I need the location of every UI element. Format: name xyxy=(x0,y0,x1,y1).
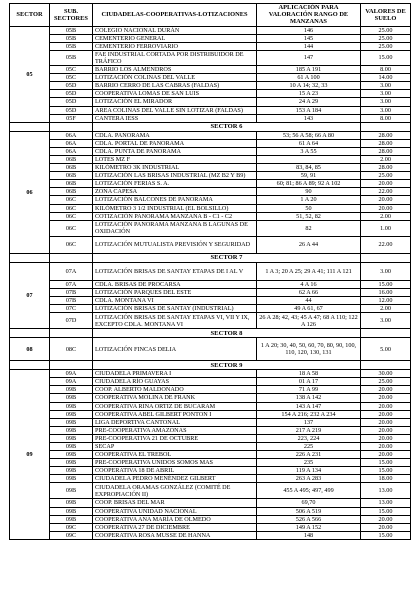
aplicacion-cell: 235 xyxy=(257,459,361,467)
subsector-cell: 09B xyxy=(50,467,93,475)
aplicacion-cell: 26 A 44 xyxy=(257,236,361,253)
subsector-cell: 09B xyxy=(50,394,93,402)
aplicacion-cell: 144 xyxy=(257,42,361,50)
ciudadela-name-cell: CDLA. PUNTA DE PANORAMA xyxy=(93,147,257,155)
table-row xyxy=(10,212,411,220)
valor-suelo-cell: 25.00 xyxy=(361,172,411,180)
aplicacion-cell: 62 A 66 xyxy=(257,288,361,296)
subsector-cell: 05B xyxy=(50,26,93,34)
valor-suelo-cell: 20.00 xyxy=(361,515,411,523)
table-row xyxy=(10,262,411,280)
aplicacion-cell: 61 A 100 xyxy=(257,74,361,82)
aplicacion-cell: 119 A 134 xyxy=(257,467,361,475)
sector-cell: 07 xyxy=(10,262,50,328)
sector-header-title: SECTOR 9 xyxy=(93,361,361,370)
header-aplicacion: APLICACIÓN PARA VALORACIÓN RANGO DE MANZANAS xyxy=(257,4,361,27)
ciudadela-name-cell: BARRIO LOS ALMENDROS xyxy=(93,66,257,74)
sector-header-blank xyxy=(361,361,411,370)
ciudadela-name-cell: LIGA DEPORTIVA CANTONAL xyxy=(93,418,257,426)
ciudadela-name-cell: CDLA. PORTAL DE PANORAMA xyxy=(93,139,257,147)
valor-suelo-cell: 3.00 xyxy=(361,82,411,90)
ciudadela-name-cell: BARRIO CERRO DE LAS CABRAS (FALDAS) xyxy=(93,82,257,90)
table-row xyxy=(10,188,411,196)
valor-suelo-cell: 18.00 xyxy=(361,475,411,483)
subsector-cell: 05B xyxy=(50,50,93,65)
ciudadela-name-cell: LOTIZACIÓN BRISAS DE SANTAY ETAPAS DE I AL V xyxy=(93,262,257,280)
subsector-cell: 09C xyxy=(50,531,93,539)
ciudadela-name-cell: LOTIZACIÓN BRISAS DE SANTAY ETAPAS VI, VII Y IX, EXCEPTO CDLA. MONTANA VI xyxy=(93,313,257,329)
aplicacion-cell: 90 xyxy=(257,188,361,196)
subsector-cell: 06A xyxy=(50,139,93,147)
subsector-cell: 06C xyxy=(50,220,93,236)
ciudadela-name-cell: LOTIZACIÓN FERIAS S. A. xyxy=(93,180,257,188)
valor-suelo-cell: 20.00 xyxy=(361,180,411,188)
ciudadela-name-cell: COOPERATIVA ROSA MUSSE DE HANNA xyxy=(93,531,257,539)
ciudadela-name-cell: COOPERATIVA RINA ORTIZ DE BUCARAM xyxy=(93,402,257,410)
aplicacion-cell: 148 xyxy=(257,531,361,539)
aplicacion-cell: 4 A 16 xyxy=(257,280,361,288)
subsector-cell: 05F xyxy=(50,114,93,122)
sector-header-row xyxy=(10,361,411,370)
subsector-cell: 05C xyxy=(50,74,93,82)
subsector-cell: 06C xyxy=(50,196,93,204)
aplicacion-cell: 82 xyxy=(257,220,361,236)
aplicacion-cell xyxy=(257,156,361,164)
subsector-cell: 07B xyxy=(50,296,93,304)
ciudadela-name-cell: COOPERATIVA ABEL GILBERT PONTON I xyxy=(93,410,257,418)
valor-suelo-cell: 25.00 xyxy=(361,378,411,386)
table-row xyxy=(10,98,411,106)
valor-suelo-cell: 15.00 xyxy=(361,50,411,65)
valor-suelo-cell: 20.00 xyxy=(361,204,411,212)
valor-suelo-cell: 20.00 xyxy=(361,402,411,410)
valor-suelo-cell: 22.00 xyxy=(361,188,411,196)
aplicacion-cell: 01 A 17 xyxy=(257,378,361,386)
table-row xyxy=(10,220,411,236)
ciudadela-name-cell: COTIZACIÓN PANORAMA MANZANA B - C1 - C2 xyxy=(93,212,257,220)
table-row xyxy=(10,131,411,139)
aplicacion-cell: 153 A 184 xyxy=(257,106,361,114)
aplicacion-cell: 50 xyxy=(257,204,361,212)
aplicacion-cell: 69,70 xyxy=(257,499,361,507)
table-row xyxy=(10,288,411,296)
aplicacion-cell: 3 A 55 xyxy=(257,147,361,155)
aplicacion-cell: 1 A 20; 30, 40, 50, 60, 70, 80, 90, 100, 110, 120, 130, 131 xyxy=(257,338,361,361)
ciudadela-name-cell: LOTES MZ F xyxy=(93,156,257,164)
sector-cell: 08 xyxy=(10,338,50,361)
aplicacion-cell: 15 A 23 xyxy=(257,90,361,98)
subsector-cell: 09A xyxy=(50,378,93,386)
valor-suelo-cell: 13.00 xyxy=(361,499,411,507)
aplicacion-cell: 1 A 20 xyxy=(257,196,361,204)
subsector-cell: 08C xyxy=(50,338,93,361)
aplicacion-cell: 149 A 152 xyxy=(257,523,361,531)
subsector-cell: 09C xyxy=(50,523,93,531)
valor-suelo-cell: 20.00 xyxy=(361,426,411,434)
table-row xyxy=(10,442,411,450)
table-row xyxy=(10,459,411,467)
subsector-cell: 05B xyxy=(50,42,93,50)
ciudadela-name-cell: COOPERATIVA MOLINA DE FRANK xyxy=(93,394,257,402)
table-row xyxy=(10,156,411,164)
valor-suelo-cell: 15.00 xyxy=(361,459,411,467)
valor-suelo-cell: 22.00 xyxy=(361,236,411,253)
table-row xyxy=(10,475,411,483)
valor-suelo-cell: 28.00 xyxy=(361,131,411,139)
ciudadela-name-cell: SECAP xyxy=(93,442,257,450)
subsector-cell: 06A xyxy=(50,147,93,155)
valor-suelo-cell: 15.00 xyxy=(361,467,411,475)
table-row xyxy=(10,378,411,386)
valor-suelo-cell: 20.00 xyxy=(361,523,411,531)
subsector-cell: 05B xyxy=(50,34,93,42)
sector-cell: 05 xyxy=(10,26,50,122)
sector-header-blank xyxy=(10,361,50,370)
ciudadela-name-cell: LOTIZACIÓN EL MIRADOR xyxy=(93,98,257,106)
valor-suelo-cell: 3.00 xyxy=(361,106,411,114)
sector-header-blank xyxy=(50,253,93,262)
sector-header-blank xyxy=(361,122,411,131)
aplicacion-cell: 60; 81; 86 A 89; 92 A 102 xyxy=(257,180,361,188)
valor-suelo-cell: 30.00 xyxy=(361,370,411,378)
table-row xyxy=(10,296,411,304)
subsector-cell: 09B xyxy=(50,459,93,467)
aplicacion-cell: 526 A 566 xyxy=(257,515,361,523)
valor-suelo-cell: 5.00 xyxy=(361,338,411,361)
table-row xyxy=(10,147,411,155)
valor-suelo-cell: 28.00 xyxy=(361,147,411,155)
table-row xyxy=(10,90,411,98)
valor-suelo-cell: 2.00 xyxy=(361,156,411,164)
table-row xyxy=(10,451,411,459)
valor-suelo-cell: 15.00 xyxy=(361,531,411,539)
valor-suelo-cell: 25.00 xyxy=(361,26,411,34)
aplicacion-cell: 225 xyxy=(257,442,361,450)
valor-suelo-cell: 15.00 xyxy=(361,280,411,288)
valor-suelo-cell: 20.00 xyxy=(361,451,411,459)
table-row xyxy=(10,106,411,114)
table-row xyxy=(10,172,411,180)
ciudadela-name-cell: CANTERA IESS xyxy=(93,114,257,122)
subsector-cell: 09B xyxy=(50,483,93,499)
valor-suelo-cell: 8.00 xyxy=(361,114,411,122)
table-row xyxy=(10,50,411,65)
ciudadela-name-cell: CDLA. MONTANA VI xyxy=(93,296,257,304)
aplicacion-cell: 143 A 147 xyxy=(257,402,361,410)
subsector-cell: 06A xyxy=(50,131,93,139)
table-row xyxy=(10,204,411,212)
subsector-cell: 06C xyxy=(50,204,93,212)
valor-suelo-cell: 2.00 xyxy=(361,212,411,220)
ciudadela-name-cell: LOTIZACIÓN PARQUES DEL ESTE xyxy=(93,288,257,296)
table-row xyxy=(10,82,411,90)
subsector-cell: 07B xyxy=(50,288,93,296)
subsector-cell: 06B xyxy=(50,188,93,196)
table-row xyxy=(10,196,411,204)
table-row xyxy=(10,42,411,50)
subsector-cell: 05D xyxy=(50,106,93,114)
subsector-cell: 05D xyxy=(50,90,93,98)
sector-header-blank xyxy=(10,122,50,131)
sector-header-blank xyxy=(10,253,50,262)
valor-suelo-cell: 25.00 xyxy=(361,42,411,50)
aplicacion-cell: 506 A 519 xyxy=(257,507,361,515)
ciudadela-name-cell: AREA COLINAS DEL VALLE SIN LOTIZAR (FALDAS) xyxy=(93,106,257,114)
aplicacion-cell: 455 A 495; 497, 499 xyxy=(257,483,361,499)
table-row xyxy=(10,305,411,313)
table-row xyxy=(10,402,411,410)
aplicacion-cell: 59, 91 xyxy=(257,172,361,180)
aplicacion-cell: 217 A 219 xyxy=(257,426,361,434)
aplicacion-cell: 226 A 231 xyxy=(257,451,361,459)
aplicacion-cell: 146 xyxy=(257,26,361,34)
subsector-cell: 06C xyxy=(50,236,93,253)
ciudadela-name-cell: LOTIZACIÓN MUTUALISTA PREVISIÓN Y SEGURIDAD xyxy=(93,236,257,253)
valor-suelo-cell: 20.00 xyxy=(361,410,411,418)
ciudadela-name-cell: KILÓMETRO 3K INDUSTRIAL xyxy=(93,164,257,172)
subsector-cell: 05C xyxy=(50,66,93,74)
table-row xyxy=(10,434,411,442)
ciudadela-name-cell: LOTIZACIÓN PANORAMA MANZANA B LAGUNAS DE OXIDACIÓN xyxy=(93,220,257,236)
subsector-cell: 09B xyxy=(50,442,93,450)
subsector-cell: 09B xyxy=(50,515,93,523)
ciudadela-name-cell: CDLA. BRISAS DE PROCARSA xyxy=(93,280,257,288)
sector-header-row xyxy=(10,253,411,262)
ciudadela-name-cell: LOTIZACIÓN COLINAS DEL VALLE xyxy=(93,74,257,82)
subsector-cell: 06B xyxy=(50,172,93,180)
ciudadela-name-cell: COLEGIO NACIONAL DURÁN xyxy=(93,26,257,34)
table-row xyxy=(10,338,411,361)
subsector-cell: 09B xyxy=(50,507,93,515)
ciudadela-name-cell: CDLA. PANORAMA xyxy=(93,131,257,139)
valor-suelo-cell: 3.00 xyxy=(361,90,411,98)
ciudadela-name-cell: PRE-COOPERATIVA UNIDOS SOMOS MAS xyxy=(93,459,257,467)
subsector-cell: 09B xyxy=(50,402,93,410)
valor-suelo-cell: 20.00 xyxy=(361,442,411,450)
ciudadela-name-cell: ZONA CAPESA xyxy=(93,188,257,196)
subsector-cell: 09B xyxy=(50,499,93,507)
sector-header-title: SECTOR 8 xyxy=(93,329,361,338)
ciudadela-name-cell: LOTIZACIÓN FINCAS DELIA xyxy=(93,338,257,361)
ciudadela-name-cell: PRE-COOPERATIVA AMAZONAS xyxy=(93,426,257,434)
valor-suelo-cell: 15.00 xyxy=(361,507,411,515)
ciudadela-name-cell: CIUDADELA RÍO GUAYAS xyxy=(93,378,257,386)
sector-header-row xyxy=(10,329,411,338)
aplicacion-cell: 137 xyxy=(257,418,361,426)
valor-suelo-cell: 20.00 xyxy=(361,386,411,394)
table-row xyxy=(10,426,411,434)
ciudadela-name-cell: COOP. BRISAS DEL MAR xyxy=(93,499,257,507)
ciudadela-name-cell: CEMENTERIO FERROVIARIO xyxy=(93,42,257,50)
table-row xyxy=(10,180,411,188)
aplicacion-cell: 51, 52, 82 xyxy=(257,212,361,220)
valor-suelo-cell: 12.00 xyxy=(361,296,411,304)
table-row xyxy=(10,313,411,329)
sector-header-blank xyxy=(50,361,93,370)
table-row xyxy=(10,139,411,147)
sector-header-row xyxy=(10,122,411,131)
subsector-cell: 09A xyxy=(50,370,93,378)
header-valores: VALORES DE SUELO xyxy=(361,4,411,27)
valor-suelo-cell: 3.00 xyxy=(361,98,411,106)
header-subsector: SUB. SECTORES xyxy=(50,4,93,27)
valor-suelo-cell: 28.00 xyxy=(361,164,411,172)
valor-suelo-cell: 3.00 xyxy=(361,262,411,280)
ciudadela-name-cell: KILÓMETRO 3 1/2 INDUSTRIAL (EL BOLSILLO) xyxy=(93,204,257,212)
aplicacion-cell: 83, 84, 85 xyxy=(257,164,361,172)
ciudadela-name-cell: COOPERATIVA LOMAS DE SAN LUIS xyxy=(93,90,257,98)
header-ciudadela: CIUDADELAS-COOPERATIVAS-LOTIZACIONES xyxy=(93,4,257,27)
aplicacion-cell: 24 A 29 xyxy=(257,98,361,106)
ciudadela-name-cell: COOPERATIVA UNIDAD NACIONAL xyxy=(93,507,257,515)
valor-suelo-cell: 20.00 xyxy=(361,196,411,204)
table-row xyxy=(10,236,411,253)
header-sector: SECTOR xyxy=(10,4,50,27)
valor-suelo-cell: 20.00 xyxy=(361,434,411,442)
subsector-cell: 06B xyxy=(50,180,93,188)
ciudadela-name-cell: LOTIZACIÓN LAS BRISAS INDUSTRIAL (MZ B2 Y B9) xyxy=(93,172,257,180)
ciudadela-name-cell: CIUDADELA ORAMAS GONZÁLEZ (COMITÉ DE EXPROPIACIÓN II) xyxy=(93,483,257,499)
valor-suelo-cell: 20.00 xyxy=(361,394,411,402)
ciudadela-name-cell: FAE INDUSTRIAL CORTADA POR DISTRIBUIDOR DE TRÁFICO xyxy=(93,50,257,65)
sector-cell: 06 xyxy=(10,131,50,253)
land-values-table xyxy=(9,3,411,540)
table-row xyxy=(10,499,411,507)
table-row xyxy=(10,34,411,42)
aplicacion-cell: 10 A 14; 32, 33 xyxy=(257,82,361,90)
table-body xyxy=(10,26,411,539)
aplicacion-cell: 143 xyxy=(257,114,361,122)
subsector-cell: 07D xyxy=(50,313,93,329)
subsector-cell: 09B xyxy=(50,451,93,459)
aplicacion-cell: 154 A 216; 232 A 234 xyxy=(257,410,361,418)
sector-header-blank xyxy=(361,329,411,338)
table-header-row xyxy=(10,4,411,27)
table-row xyxy=(10,280,411,288)
aplicacion-cell: 145 xyxy=(257,34,361,42)
subsector-cell: 05D xyxy=(50,98,93,106)
aplicacion-cell: 263 A 283 xyxy=(257,475,361,483)
valor-suelo-cell: 2.00 xyxy=(361,305,411,313)
ciudadela-name-cell: CIUDADELA PRIMAVERA I xyxy=(93,370,257,378)
aplicacion-cell: 18 A 58 xyxy=(257,370,361,378)
aplicacion-cell: 71 A 99 xyxy=(257,386,361,394)
ciudadela-name-cell: CIUDADELA PEDRO MENÉNDEZ GILBERT xyxy=(93,475,257,483)
table-row xyxy=(10,515,411,523)
table-row xyxy=(10,66,411,74)
aplicacion-cell: 147 xyxy=(257,50,361,65)
subsector-cell: 07A xyxy=(50,280,93,288)
aplicacion-cell: 61 A 64 xyxy=(257,139,361,147)
table-row xyxy=(10,410,411,418)
valor-suelo-cell: 14.00 xyxy=(361,74,411,82)
table-row xyxy=(10,386,411,394)
valor-suelo-cell: 20.00 xyxy=(361,418,411,426)
aplicacion-cell: 223, 224 xyxy=(257,434,361,442)
sector-header-blank xyxy=(50,329,93,338)
aplicacion-cell: 26 A 28; 42, 43; 45 A 47; 68 A 110; 122 A 126 xyxy=(257,313,361,329)
table-row xyxy=(10,523,411,531)
subsector-cell: 09B xyxy=(50,426,93,434)
ciudadela-name-cell: COOPERATIVA EL TREBOL xyxy=(93,451,257,459)
table-row xyxy=(10,164,411,172)
subsector-cell: 07A xyxy=(50,262,93,280)
subsector-cell: 06B xyxy=(50,164,93,172)
ciudadela-name-cell: COOPERATIVA 18 DE ABRIL xyxy=(93,467,257,475)
subsector-cell: 09B xyxy=(50,434,93,442)
table-row xyxy=(10,394,411,402)
aplicacion-cell: 44 xyxy=(257,296,361,304)
sector-header-title: SECTOR 7 xyxy=(93,253,361,262)
table-row xyxy=(10,26,411,34)
valor-suelo-cell: 8.00 xyxy=(361,66,411,74)
sector-header-blank xyxy=(50,122,93,131)
subsector-cell: 09B xyxy=(50,475,93,483)
subsector-cell: 06C xyxy=(50,212,93,220)
valor-suelo-cell: 13.00 xyxy=(361,483,411,499)
table-row xyxy=(10,74,411,82)
subsector-cell: 09B xyxy=(50,410,93,418)
sector-header-blank xyxy=(361,253,411,262)
aplicacion-cell: 49 A 61, 67 xyxy=(257,305,361,313)
sector-header-blank xyxy=(10,329,50,338)
ciudadela-name-cell: COOPERATIVA ANA MARÍA DE OLMEDO xyxy=(93,515,257,523)
sector-cell: 09 xyxy=(10,370,50,540)
table-row xyxy=(10,114,411,122)
aplicacion-cell: 138 A 142 xyxy=(257,394,361,402)
ciudadela-name-cell: CEMENTERIO GENERAL xyxy=(93,34,257,42)
table-row xyxy=(10,370,411,378)
aplicacion-cell: 1 A 3; 20 A 25; 29 A 41; 111 A 121 xyxy=(257,262,361,280)
table-row xyxy=(10,507,411,515)
ciudadela-name-cell: LOTIZACIÓN BALCONES DE PANORAMA xyxy=(93,196,257,204)
aplicacion-cell: 53; 56 A 58; 66 A 80 xyxy=(257,131,361,139)
subsector-cell: 09B xyxy=(50,386,93,394)
valor-suelo-cell: 1.00 xyxy=(361,220,411,236)
sector-header-title: SECTOR 6 xyxy=(93,122,361,131)
subsector-cell: 06B xyxy=(50,156,93,164)
ciudadela-name-cell: PRE-COOPERATIVA 21 DE OCTUBRE xyxy=(93,434,257,442)
subsector-cell: 05D xyxy=(50,82,93,90)
ciudadela-name-cell: LOTIZACIÓN BRISAS DE SANTAY (INDUSTRIAL) xyxy=(93,305,257,313)
valor-suelo-cell: 25.00 xyxy=(361,34,411,42)
table-row xyxy=(10,467,411,475)
ciudadela-name-cell: COOP. ALBERTO MALDONADO xyxy=(93,386,257,394)
valor-suelo-cell: 28.00 xyxy=(361,139,411,147)
table-row xyxy=(10,483,411,499)
ciudadela-name-cell: COOPERATIVA 27 DE DICIEMBRE xyxy=(93,523,257,531)
valor-suelo-cell: 3.00 xyxy=(361,313,411,329)
subsector-cell: 07C xyxy=(50,305,93,313)
table-row xyxy=(10,531,411,539)
table-row xyxy=(10,418,411,426)
valor-suelo-cell: 16.00 xyxy=(361,288,411,296)
aplicacion-cell: 185 A 191 xyxy=(257,66,361,74)
subsector-cell: 09B xyxy=(50,418,93,426)
